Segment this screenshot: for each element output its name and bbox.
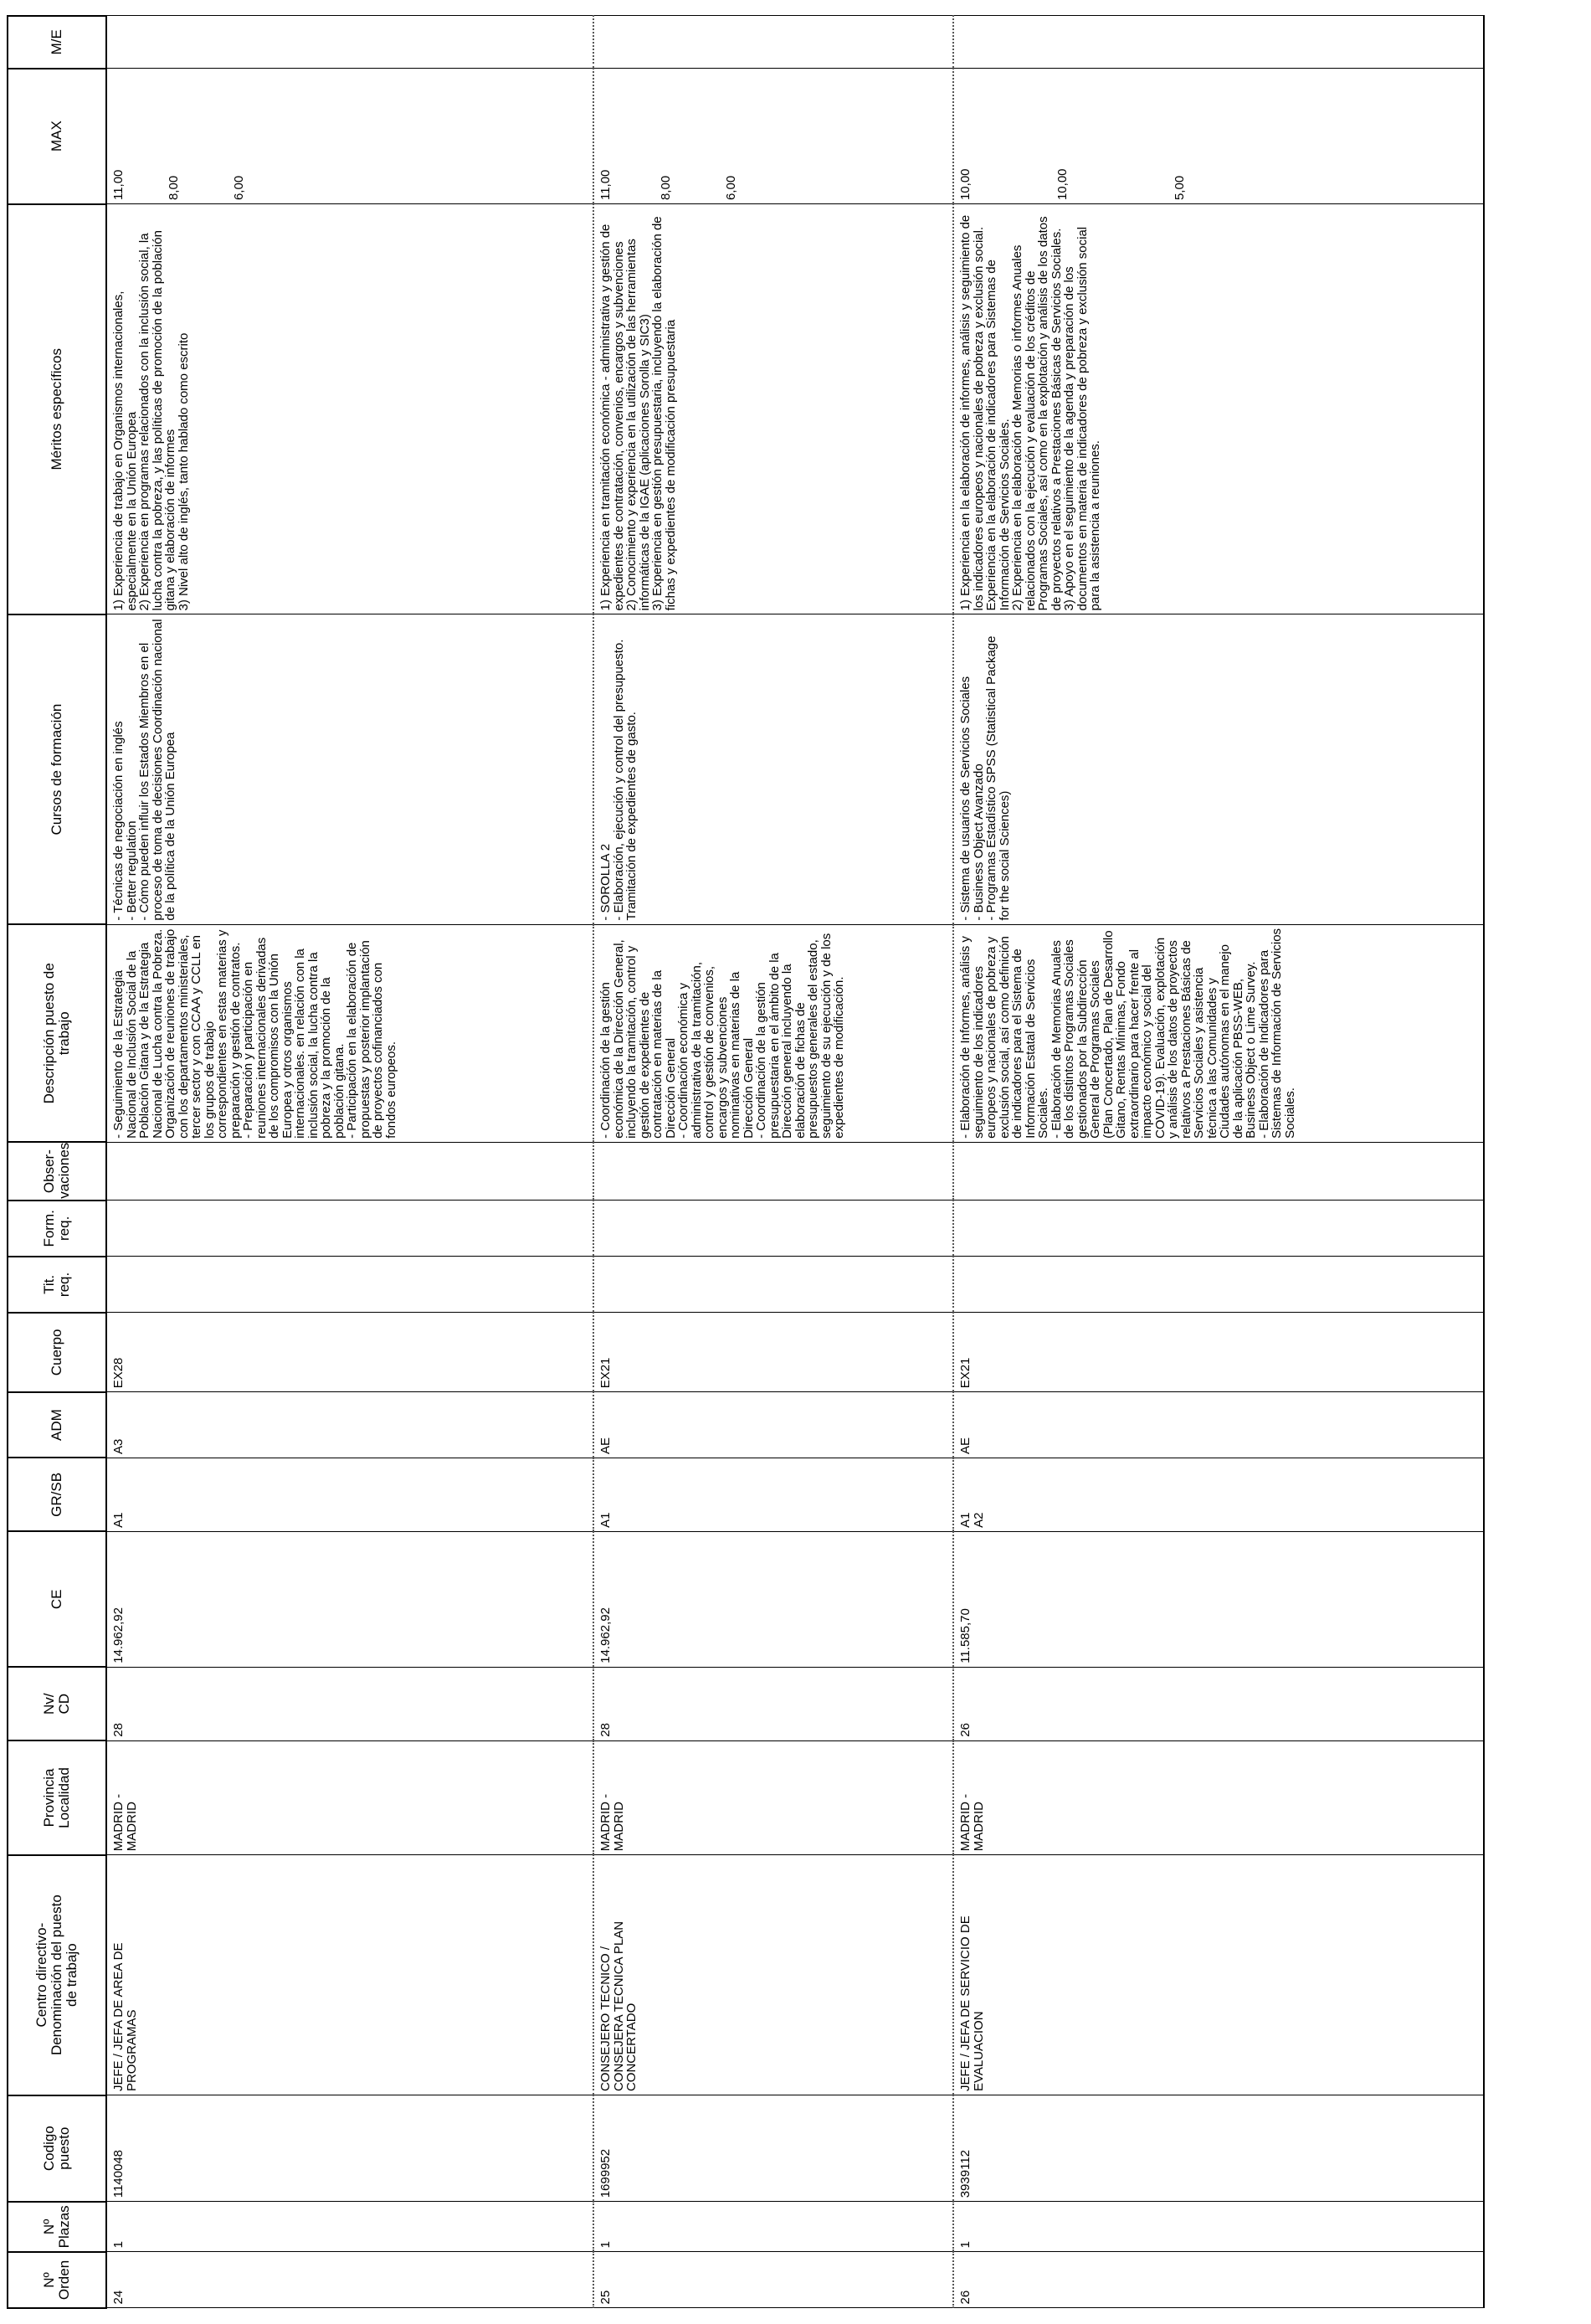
cell-provincia: MADRID - MADRID — [106, 1740, 593, 1854]
cell-formacion — [106, 1201, 593, 1257]
table-row — [953, 16, 1484, 2308]
cell-formacion — [593, 1201, 953, 1257]
header-provincia: Provincia Localidad — [8, 1740, 106, 1854]
header-ce: CE — [8, 1531, 106, 1667]
header-titulacion: Tit. req. — [8, 1257, 106, 1313]
cell-grsb: A1 — [106, 1458, 593, 1531]
header-grsb: GR/SB — [8, 1458, 106, 1531]
cell-codigo: 3939112 — [953, 2095, 1484, 2202]
cell-provincia: MADRID - MADRID — [593, 1740, 953, 1854]
cell-me — [953, 16, 1484, 69]
cell-descripcion: - Seguimiento de la Estrategia Nacional de Inclusión Social de la Población Gitana y de la Estrategia Nacional de Lucha contra la Pobreza. Organización de reuniones de trabajo con los departamentos ministeriales, tercer sector y con CCAA y CCLL en los grupos de trabajo correspondientes en estas materias y preparación y gestión de contratos. - Preparación y participación en reuniones internacionales derivadas de los compromisos con la Unión Europea y otros organismos internacionales. en relación con la inclusión social, la lucha contra la pobreza y la promoción de la población gitana. - Participación en la elaboración de propuestas y posterior implantación de proyectos cofinanciados con fondos europeos. — [106, 924, 593, 1142]
job-vacancies-table — [7, 15, 1485, 2309]
max-value-1: 11,00 — [111, 169, 126, 201]
cell-descripcion: - Elaboración de Informes, análisis y seguimiento de los indicadores europeos y nacionales de pobreza y exclusión social, así como definición de indicadores para el Sistema de Información Estatal de Servicios Sociales. - Elaboración de Memorias Anuales de los distintos Programas Sociales gestionados por la Subdirección General de Programas Sociales (Plan Concertado, Plan de Desarrollo Gitano, Rentas Mínimas, Fondo extraordinario para hacer frente al impacto económico y social del COVID-19). Evaluación, explotación y análisis de los datos de proyectos relativos a Prestaciones Básicas de Servicios Sociales y asistencia técnica a las Comunidades y Ciudades autónomas en el manejo de la aplicación PBSS-WEB, Business Object o Lime Survey. - Elaboración de Indicadores para Sistemas de Información de Servicios Sociales. — [953, 924, 1484, 1142]
cell-adm: A3 — [106, 1392, 593, 1458]
cell-me — [106, 16, 593, 69]
cell-titulacion — [593, 1257, 953, 1313]
max-value-3: 5,00 — [1173, 175, 1187, 201]
header-orden: Nº Orden — [8, 2252, 106, 2308]
cell-meritos: 1) Experiencia en tramitación económica - administrativa y gestión de expedientes de contratación, convenios, encargos y subvenciones 2) Conocimiento y experiencia en la utilización de las herramientas informáticas de la IGAE (aplicaciones Sorolla y SIC3) 3) Experiencia en gestión presupuestaria, incluyendo la elaboración de fichas y expedientes de modificación presupuestaria — [593, 204, 953, 614]
max-value-2: 8,00 — [167, 175, 181, 201]
header-row — [8, 16, 106, 2308]
cell-max — [106, 69, 593, 204]
cell-centro: JEFE / JEFA DE AREA DE PROGRAMAS — [106, 1855, 593, 2095]
cell-orden: 25 — [593, 2252, 953, 2308]
cell-ce: 14.962,92 — [593, 1531, 953, 1667]
header-centro: Centro directivo- Denominación del puesto de trabajo — [8, 1855, 106, 2095]
header-me: M/E — [8, 16, 106, 69]
cell-me — [593, 16, 953, 69]
max-value-2: 10,00 — [1055, 168, 1070, 201]
max-value-2: 8,00 — [659, 175, 673, 201]
cell-plazas: 1 — [593, 2202, 953, 2252]
cell-cursos: - Sistema de usuarios de Servicios Sociales - Business Object Avanzado - Programas Estadístico SPSS (Statistical Package for the social Sciences) — [953, 614, 1484, 924]
cell-cuerpo: EX21 — [953, 1313, 1484, 1392]
cell-cuerpo: EX21 — [593, 1313, 953, 1392]
cell-ce: 11.585,70 — [953, 1531, 1484, 1667]
cell-cuerpo: EX28 — [106, 1313, 593, 1392]
cell-centro: JEFE / JEFA DE SERVICIO DE EVALUACION — [953, 1855, 1484, 2095]
cell-plazas: 1 — [106, 2202, 593, 2252]
cell-cursos: - Técnicas de negociación en inglés - Better regulation - Cómo pueden influir los Estados Miembros en el proceso de toma de decisiones Coordinación nacional de la política de la Unión Europea — [106, 614, 593, 924]
cell-meritos: 1) Experiencia en la elaboración de informes, análisis y seguimiento de los indicadores europeos y nacionales de pobreza y exclusión social. Experiencia en la elaboración de indicadores para Sistemas de Información de Servicios Sociales. 2) Experiencia en la elaboración de Memorias o informes Anuales relacionados con la ejecución y evaluación de los créditos de Programas Sociales, así como en la explotación y análisis de los datos de proyectos relativos a Prestaciones Básicas de Servicios Sociales. 3) Apoyo en el seguimiento de la agenda y preparación de los documentos en materia de indicadores de pobreza y exclusión social para la asistencia a reuniones. — [953, 204, 1484, 614]
cell-adm: AE — [953, 1392, 1484, 1458]
max-value-1: 11,00 — [598, 169, 613, 201]
header-cursos: Cursos de formación — [8, 614, 106, 924]
table-row — [593, 16, 953, 2308]
header-nivel: Nv/ CD — [8, 1667, 106, 1740]
cell-grsb: A1 — [593, 1458, 953, 1531]
header-cuerpo: Cuerpo — [8, 1313, 106, 1392]
header-plazas: Nº Plazas — [8, 2202, 106, 2252]
cell-observaciones — [106, 1142, 593, 1200]
cell-max — [593, 69, 953, 204]
cell-titulacion — [106, 1257, 593, 1313]
header-observaciones: Obser- vaciones — [8, 1142, 106, 1200]
max-value-3: 6,00 — [232, 175, 246, 201]
cell-orden: 26 — [953, 2252, 1484, 2308]
cell-adm: AE — [593, 1392, 953, 1458]
cell-max — [953, 69, 1484, 204]
cell-formacion — [953, 1201, 1484, 1257]
table-row — [106, 16, 593, 2308]
cell-observaciones — [953, 1142, 1484, 1200]
cell-codigo: 1140048 — [106, 2095, 593, 2202]
cell-centro: CONSEJERO TECNICO / CONSEJERA TECNICA PLAN CONCERTADO — [593, 1855, 953, 2095]
cell-plazas: 1 — [953, 2202, 1484, 2252]
cell-nivel: 26 — [953, 1667, 1484, 1740]
cell-orden: 24 — [106, 2252, 593, 2308]
cell-meritos: 1) Experiencia de trabajo en Organismos internacionales, especialmente en la Unión Europea 2) Experiencia en programas relacionados con la inclusión social, la lucha contra la pobreza, y las políticas de promoción de la población gitana y elaboración de informes 3) Nivel alto de inglés, tanto hablado como escrito — [106, 204, 593, 614]
header-codigo: Codigo puesto — [8, 2095, 106, 2202]
header-max: MAX — [8, 69, 106, 204]
cell-cursos: - SOROLLA 2 - Elaboración, ejecución y control del presupuesto. Tramitación de expedientes de gasto. — [593, 614, 953, 924]
cell-ce: 14.962,92 — [106, 1531, 593, 1667]
header-meritos: Méritos específicos — [8, 204, 106, 614]
header-adm: ADM — [8, 1392, 106, 1458]
max-value-3: 6,00 — [724, 175, 738, 201]
cell-descripcion: - Coordinación de la gestión económica de la Dirección General, incluyendo la tramitación, control y gestión de expedientes de contratación en materias de la Dirección General - Coordinación económica y administrativa de la tramitación, control y gestión de convenios, encargos y subvenciones nominativas en materias de la Dirección General - Coordinación de la gestión presupuestaria en el ámbito de la Dirección general incluyendo la elaboración de fichas de presupuestos generales del estado, seguimiento de su ejecución y de los expedientes de modificación. — [593, 924, 953, 1142]
max-value-1: 10,00 — [958, 168, 973, 201]
header-descripcion: Descripción puesto de trabajo — [8, 924, 106, 1142]
cell-grsb: A1 A2 — [953, 1458, 1484, 1531]
cell-observaciones — [593, 1142, 953, 1200]
cell-codigo: 1699952 — [593, 2095, 953, 2202]
cell-nivel: 28 — [593, 1667, 953, 1740]
cell-titulacion — [953, 1257, 1484, 1313]
cell-provincia: MADRID - MADRID — [953, 1740, 1484, 1854]
cell-nivel: 28 — [106, 1667, 593, 1740]
header-formacion: Form. req. — [8, 1201, 106, 1257]
